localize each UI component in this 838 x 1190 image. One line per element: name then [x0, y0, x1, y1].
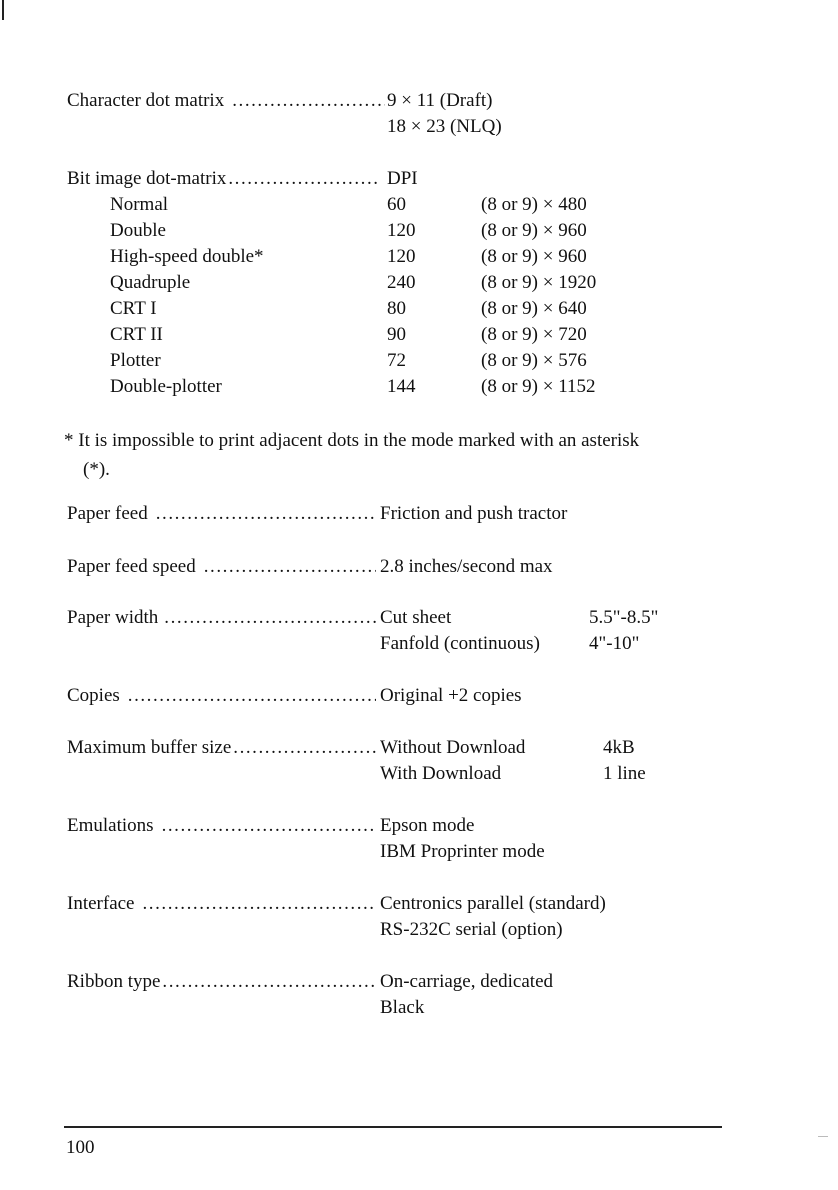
char-matrix-draft: 9 × 11 (Draft) [387, 90, 493, 111]
footnote-line-1: * It is impossible to print adjacent dots in the mode marked with an asterisk [64, 430, 640, 451]
spec-value: On-carriage, dedicated [380, 971, 554, 992]
spec-label-row [67, 814, 376, 838]
spec-value: Original +2 copies [380, 685, 522, 706]
spec-label-row [67, 970, 376, 994]
dpi-header: DPI [387, 168, 418, 189]
leader-dots [204, 555, 376, 579]
mode-dpi: 120 [387, 220, 416, 241]
leader-dots [128, 684, 376, 708]
spec-value-2: RS-232C serial (option) [380, 919, 563, 940]
spec-label: Paper feed [67, 503, 148, 524]
spec-value: Epson mode [380, 815, 475, 836]
bit-image-label-row [67, 167, 379, 191]
footnote-line-2: (*). [83, 459, 110, 480]
leader-dots [162, 970, 376, 994]
spec-value: Cut sheet [380, 607, 452, 628]
spec-label: Emulations [67, 815, 154, 836]
leader-dots [143, 892, 377, 916]
spec-value: Without Download [380, 737, 526, 758]
mode-name: Quadruple [110, 272, 191, 293]
mode-dots: (8 or 9) × 720 [481, 324, 587, 345]
mode-dots: (8 or 9) × 480 [481, 194, 587, 215]
char-matrix-label-row [67, 89, 385, 113]
char-matrix-label: Character dot matrix [67, 90, 225, 111]
spec-extra: 5.5"-8.5" [589, 607, 659, 628]
spec-value: 2.8 inches/second max [380, 556, 553, 577]
spec-label-row [67, 502, 376, 526]
page-number: 100 [66, 1137, 95, 1158]
asterisk-footnote [64, 426, 764, 484]
mode-dpi: 80 [387, 298, 406, 319]
spec-value: Friction and push tractor [380, 503, 568, 524]
spec-value-2: Black [380, 997, 425, 1018]
mode-dpi: 60 [387, 194, 406, 215]
mode-name: High-speed double* [110, 246, 264, 267]
mode-name: Plotter [110, 350, 161, 371]
mode-dpi: 144 [387, 376, 416, 397]
spec-label: Paper feed speed [67, 556, 196, 577]
mode-dpi: 72 [387, 350, 406, 371]
mode-dots: (8 or 9) × 576 [481, 350, 587, 371]
spec-extra-2: 4"-10" [589, 633, 640, 654]
leader-dots [156, 502, 376, 526]
mode-name: CRT II [110, 324, 163, 345]
crop-mark [2, 0, 4, 20]
mode-dots: (8 or 9) × 960 [481, 220, 587, 241]
leader-dots [162, 814, 376, 838]
spec-label: Interface [67, 893, 135, 914]
mode-name: Normal [110, 194, 169, 215]
mode-dots: (8 or 9) × 960 [481, 246, 587, 267]
mode-dpi: 90 [387, 324, 406, 345]
spec-value: Centronics parallel (standard) [380, 893, 606, 914]
leader-dots [232, 89, 385, 113]
spec-value-2: With Download [380, 763, 502, 784]
spec-label: Maximum buffer size [67, 737, 232, 758]
spec-extra-2: 1 line [603, 763, 646, 784]
leader-dots [228, 167, 379, 191]
mode-name: Double [110, 220, 166, 241]
spec-label: Paper width [67, 607, 159, 628]
spec-label-row [67, 684, 376, 708]
char-matrix-nlq: 18 × 23 (NLQ) [387, 116, 502, 137]
spec-extra: 4kB [603, 737, 635, 758]
spec-label: Ribbon type [67, 971, 161, 992]
mode-name: CRT I [110, 298, 157, 319]
mode-dots: (8 or 9) × 1152 [481, 376, 596, 397]
footer-rule [64, 1126, 722, 1128]
mode-dpi: 240 [387, 272, 416, 293]
leader-dots [233, 736, 376, 760]
mode-dots: (8 or 9) × 1920 [481, 272, 597, 293]
spec-value-2: Fanfold (continuous) [380, 633, 540, 654]
scan-speck [818, 1136, 828, 1137]
spec-label-row [67, 555, 376, 579]
bit-image-label: Bit image dot-matrix [67, 168, 227, 189]
spec-label: Copies [67, 685, 120, 706]
spec-label-row [67, 736, 376, 760]
spec-label-row [67, 892, 376, 916]
mode-dots: (8 or 9) × 640 [481, 298, 587, 319]
spec-value-2: IBM Proprinter mode [380, 841, 545, 862]
mode-name: Double-plotter [110, 376, 222, 397]
spec-label-row [67, 606, 376, 630]
mode-dpi: 120 [387, 246, 416, 267]
leader-dots [164, 606, 376, 630]
